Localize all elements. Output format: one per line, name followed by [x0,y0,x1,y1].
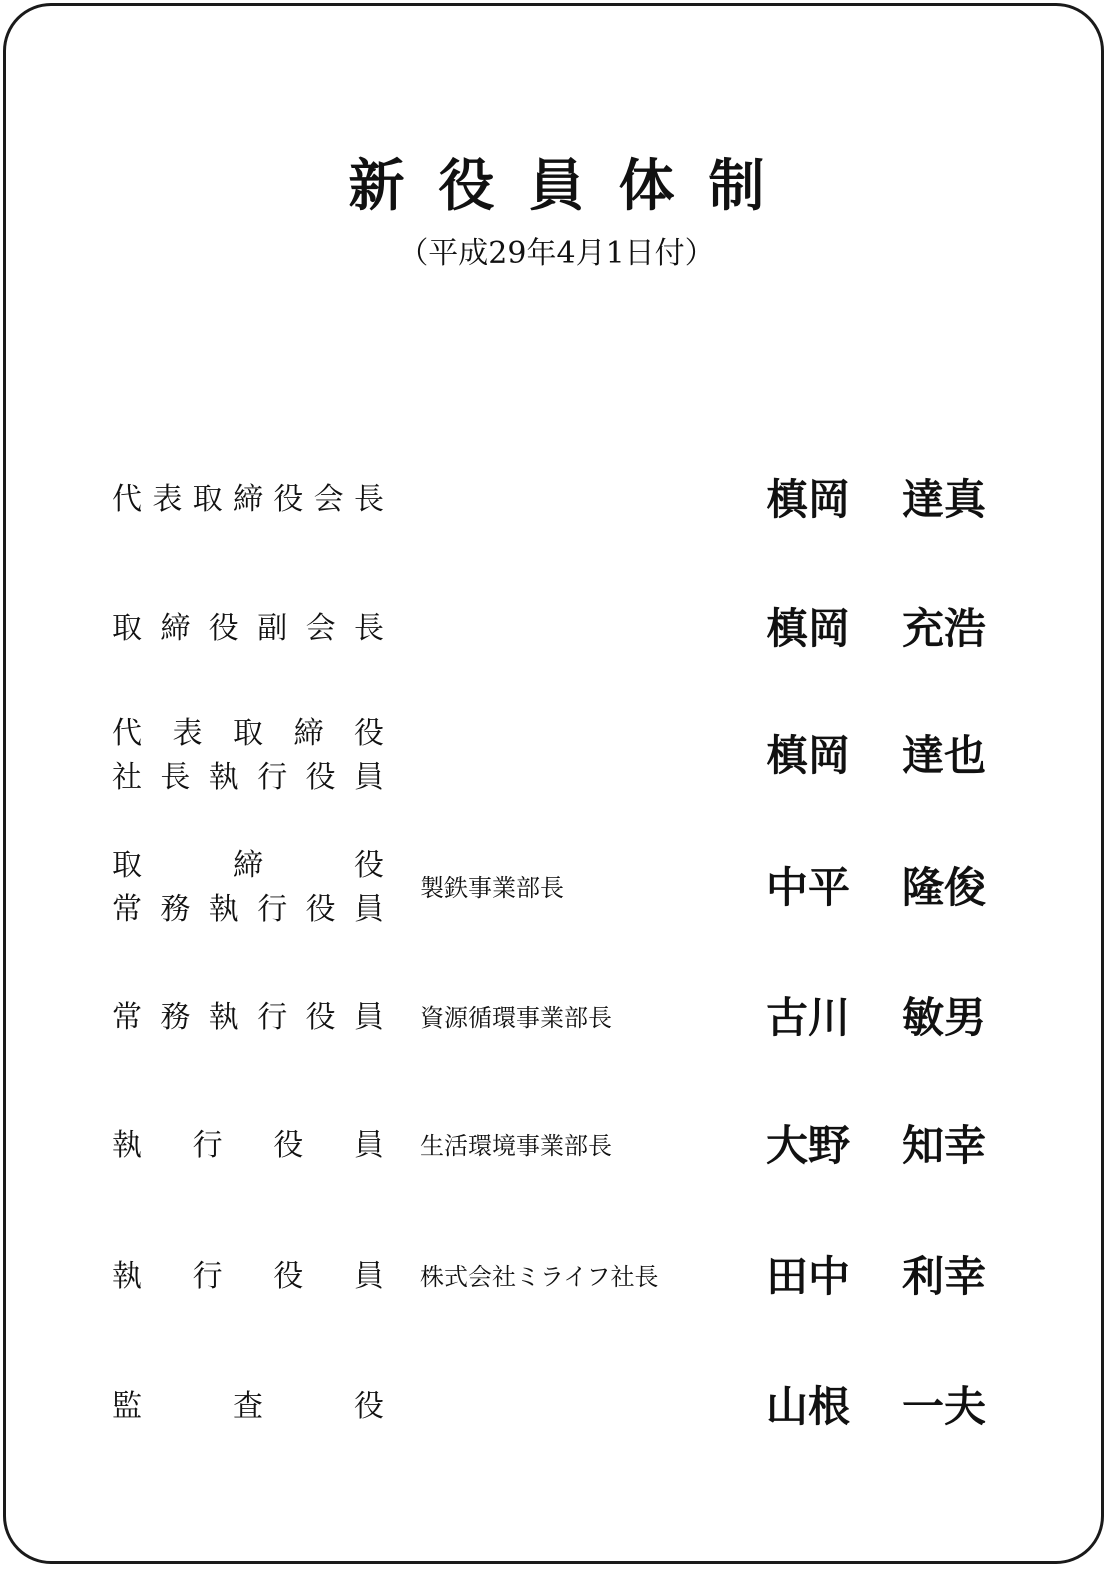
position-title [112,996,384,1040]
department: 資源循環事業部長 [420,1004,612,1032]
first-name: 達真 [902,475,987,524]
last-name: 中平 [766,863,851,912]
first-name: 一夫 [902,1382,987,1431]
position-title [112,607,384,651]
last-name: 槙岡 [766,604,851,653]
position-title [112,1124,384,1168]
page-title: 新役員体制 [348,153,799,219]
position-line: 代 表 取 締 役 [112,716,384,751]
position-line: 代 表 取 締 役 会 長 [112,482,384,517]
department: 製鉄事業部長 [420,874,564,902]
first-name: 充浩 [902,604,987,653]
first-name: 利幸 [902,1252,987,1301]
first-name: 隆俊 [902,863,987,912]
last-name: 大野 [766,1121,851,1170]
position-line: 執 行 役 員 [112,1128,384,1163]
position-line: 常 務 執 行 役 員 [112,892,384,927]
last-name: 田中 [766,1252,851,1301]
position-line: 社 長 執 行 役 員 [112,760,384,795]
department: 生活環境事業部長 [420,1132,612,1160]
position-title [112,1255,384,1299]
position-title [112,478,384,522]
department: 株式会社ミライフ社長 [420,1263,659,1291]
position-title [112,712,384,800]
position-title [112,844,384,932]
position-line: 取 締 役 [112,848,384,883]
last-name: 槙岡 [766,475,851,524]
first-name: 知幸 [902,1121,987,1170]
position-line: 監 査 役 [112,1389,384,1424]
last-name: 山根 [766,1382,851,1431]
first-name: 敏男 [902,993,987,1042]
first-name: 達也 [902,731,987,780]
last-name: 古川 [766,993,851,1042]
effective-date: （平成29年4月1日付） [398,236,715,271]
position-line: 常 務 執 行 役 員 [112,1000,384,1035]
position-line: 取 締 役 副 会 長 [112,611,384,646]
position-line: 執 行 役 員 [112,1259,384,1294]
last-name: 槙岡 [766,731,851,780]
position-title [112,1385,384,1429]
